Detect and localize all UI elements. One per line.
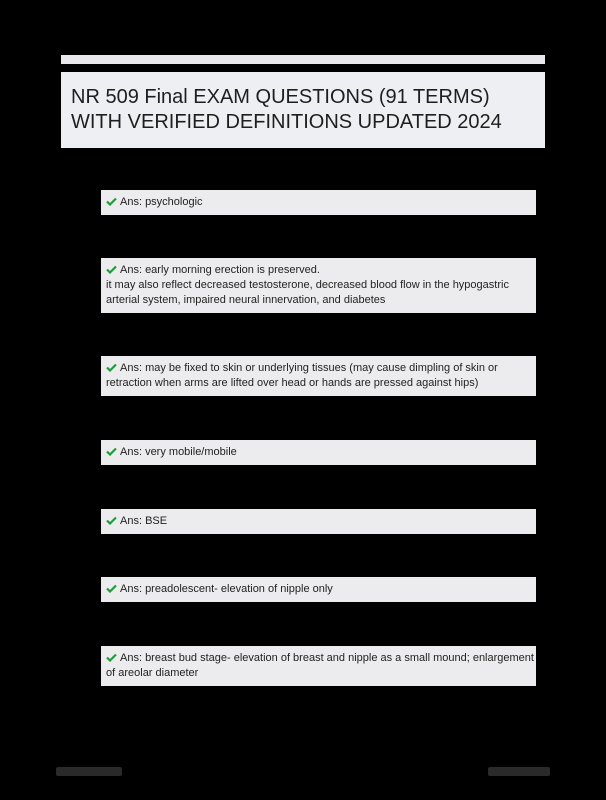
answer-text: of areolar diameter: [106, 667, 199, 679]
checkmark-icon: [106, 447, 117, 456]
answer-text: Ans: psychologic: [120, 196, 203, 208]
answer-text: Ans: BSE: [120, 515, 168, 527]
answer-card: [101, 577, 536, 602]
title-line-2: WITH VERIFIED DEFINITIONS UPDATED 2024: [71, 111, 502, 133]
answer-card: [101, 190, 536, 215]
page-title: [61, 72, 545, 148]
checkmark-icon: [106, 363, 117, 372]
title-line-1: NR 509 Final EXAM QUESTIONS (91 TERMS): [71, 86, 490, 108]
answer-card: [101, 509, 536, 534]
answer-text: retraction when arms are lifted over head or hands are pressed against hips): [106, 377, 479, 389]
checkmark-icon: [106, 653, 117, 662]
answer-card: [101, 646, 536, 686]
footer-page-marker: [488, 767, 550, 776]
top-divider: [61, 55, 545, 64]
answer-text: Ans: preadolescent- elevation of nipple only: [120, 583, 333, 595]
answer-text: Ans: early morning erection is preserved.: [120, 264, 320, 276]
answer-card: [101, 440, 536, 465]
answer-text: Ans: very mobile/mobile: [120, 446, 237, 458]
answer-card: [101, 258, 536, 313]
answer-text: Ans: may be fixed to skin or underlying tissues (may cause dimpling of skin or: [120, 362, 498, 374]
footer-logo: [56, 767, 122, 776]
answer-text: Ans: breast bud stage- elevation of breast and nipple as a small mound; enlargement: [120, 652, 534, 664]
checkmark-icon: [106, 265, 117, 274]
answer-card: [101, 356, 536, 396]
checkmark-icon: [106, 584, 117, 593]
checkmark-icon: [106, 197, 117, 206]
checkmark-icon: [106, 516, 117, 525]
answer-text: arterial system, impaired neural innervation, and diabetes: [106, 294, 386, 306]
answer-text: it may also reflect decreased testosterone, decreased blood flow in the hypogastric: [106, 279, 509, 291]
